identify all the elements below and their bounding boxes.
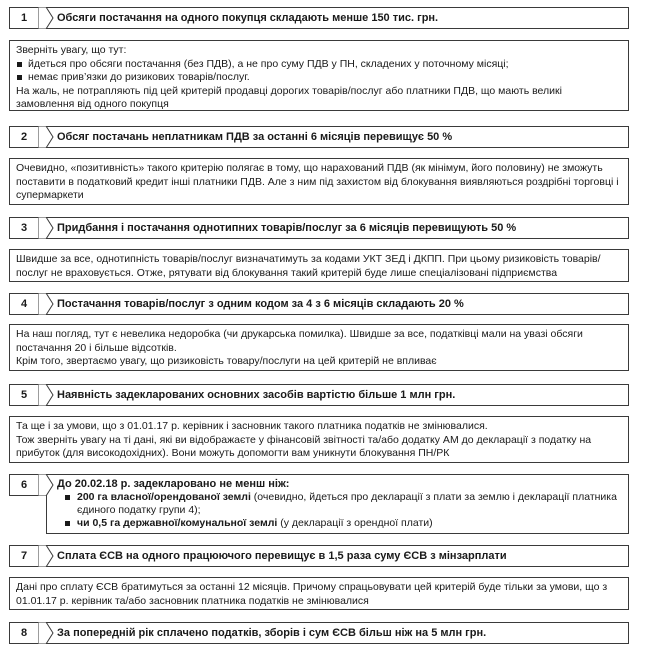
criterion-number: 6 [9,474,39,496]
criterion-7-header [9,545,629,569]
bullet-square-icon [17,75,22,80]
arrow-right-icon [38,384,54,406]
criterion-title: Постачання товарів/послуг з одним кодом за 4 з 6 місяців складають 20 % [46,293,629,315]
criterion-number: 7 [9,545,39,567]
criterion-2-header [9,126,629,150]
criterion-number: 1 [9,7,39,29]
criterion-title: Обсяг постачань неплатникам ПДВ за останні 6 місяців перевищує 50 % [46,126,629,148]
criterion-number: 2 [9,126,39,148]
criterion-1-header [9,7,629,31]
comment-intro: Зверніть увагу, що тут: [16,44,127,56]
criterion-title: До 20.02.18 р. задекларовано не менш ніж: [57,478,290,490]
comment-text: Тож зверніть увагу на ті дані, які ви відображаєте у фінансовій звітності та/або додатку АМ до декларації з податку на прибуток (для високодохідних). Вони можуть допомогти вам уникнути блокування ПН/РК [16,433,592,459]
arrow-right-icon [38,217,54,239]
criterion-5-header [9,384,629,408]
criterion-3-comment [9,249,629,282]
comment-text: На наш погляд, тут є невелика недоробка (чи друкарська помилка). Швидше за все, податківці мали на увазі обсяги постачання 20 і більше відсотків. [16,328,583,354]
list-item: немає прив’язки до ризикових товарів/послуг. [16,71,622,85]
criterion-4-comment [9,324,629,371]
comment-text: Дані про сплату ЄСВ братимуться за останні 12 місяців. Причому спрацьовувати цей критерій буде тільки за умови, що з 01.01.17 р. керівник та/або засновник платника податків не змінювалися [16,581,608,607]
criterion-title: За попередній рік сплачено податків, зборів і сум ЄСВ більш ніж на 5 млн грн. [46,622,629,644]
comment-text: Крім того, звертаємо увагу, що ризиковість товару/послуги на цей критерій не впливає [16,355,437,367]
criterion-3-header [9,217,629,241]
criterion-number: 8 [9,622,39,644]
criterion-8-header [9,622,629,646]
criterion-2-comment [9,158,629,205]
criterion-5-comment [9,416,629,463]
bullet-square-icon [17,62,22,67]
criterion-number: 5 [9,384,39,406]
bullet-square-icon [65,495,70,500]
criterion-4-header [9,293,629,317]
criterion-6-header [9,474,629,534]
criterion-title: Наявність задекларованих основних засобів вартістю більше 1 млн грн. [46,384,629,406]
criterion-title: Придбання і постачання однотипних товарів/послуг за 6 місяців перевищують 50 % [46,217,629,239]
arrow-right-icon [38,545,54,567]
list-item: 200 га власної/орендованої землі (очевидно, йдеться про декларації з плати за землю і декларації платника єдиного податку групи 4); [57,491,622,517]
comment-text: Та ще і за умови, що з 01.01.17 р. керівник і засновник такого платника податків не змінювалися. [16,420,488,432]
criterion-number: 4 [9,293,39,315]
comment-outro: На жаль, не потрапляють під цей критерій продавці дорогих товарів/послуг або платники ПДВ, що мають великі замовлення від одного покупця [16,84,562,110]
arrow-right-icon [38,293,54,315]
arrow-right-icon [38,474,54,496]
bullet-square-icon [65,521,70,526]
criterion-title: Обсяги постачання на одного покупця складають менше 150 тис. грн. [46,7,629,29]
comment-text: Швидше за все, однотипність товарів/послуг визначатимуть за кодами УКТ ЗЕД і ДКПП. При цьому ризиковість товарів/послуг не враховується. Отже, рятувати від блокування такий критерій буде лише спеціалізовані підприємства [16,253,601,279]
criterion-number: 3 [9,217,39,239]
criterion-7-comment [9,577,629,610]
list-item: йдеться про обсяги постачання (без ПДВ), а не про суму ПДВ у ПН, складених у поточному місяці; [16,58,622,72]
arrow-right-icon [38,622,54,644]
arrow-right-icon [38,7,54,29]
arrow-right-icon [38,126,54,148]
criterion-title: Сплата ЄСВ на одного працюючого перевищує в 1,5 раза суму ЄСВ з мінзарплати [46,545,629,567]
criterion-1-comment [9,40,629,111]
list-item: чи 0,5 га державної/комунальної землі (у декларації з орендної плати) [57,517,622,530]
criterion-6-box [46,474,629,534]
comment-text: Очевидно, «позитивність» такого критерію полягає в тому, що нарахований ПДВ (як мінімум, його половину) не зможуть поставити в податковий кредит інші платники ПДВ. Але з ним під захистом від блокування виявляються роздрібні торговці і супермаркети [16,162,619,201]
